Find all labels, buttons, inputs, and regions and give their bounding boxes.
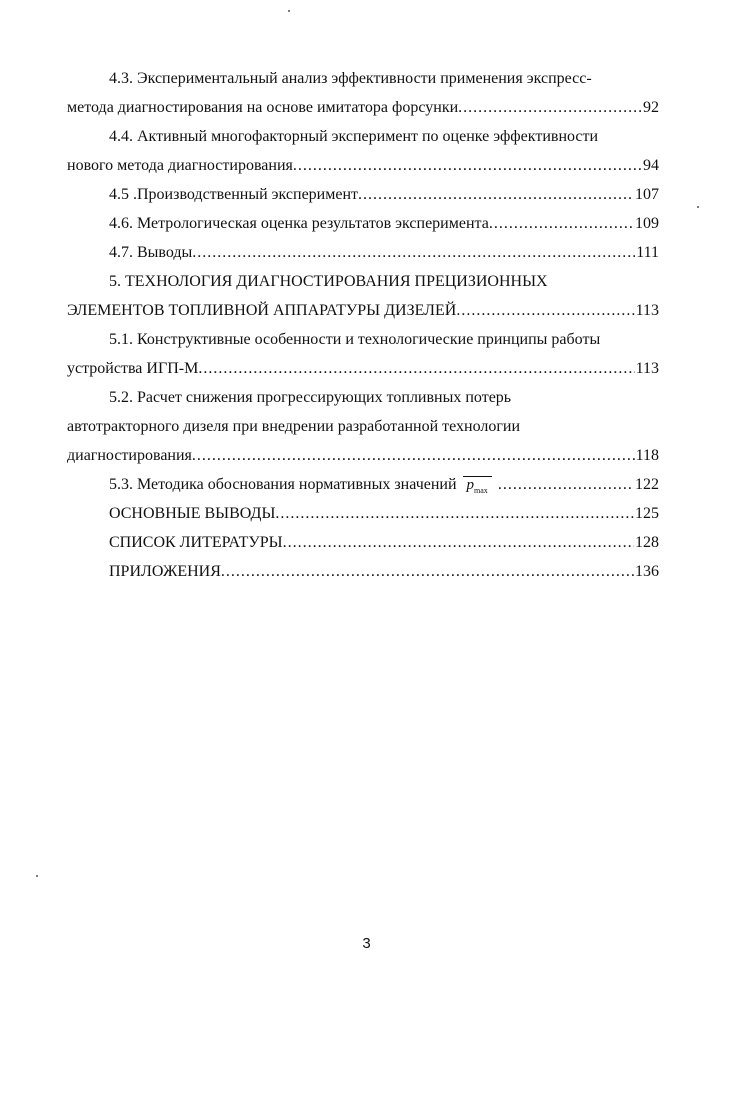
toc-entry-text: ЭЛЕМЕНТОВ ТОПЛИВНОЙ АППАРАТУРЫ ДИЗЕЛЕЙ <box>67 302 457 319</box>
toc-entry-text: ПРИЛОЖЕНИЯ <box>109 563 221 580</box>
toc-entry-4-4-line-1 <box>67 122 659 151</box>
scan-speck <box>36 875 38 877</box>
toc-entry-text: 4.7. Выводы <box>109 244 193 261</box>
toc-entry-references <box>67 528 659 557</box>
dot-leader <box>489 209 634 238</box>
toc-entry-4-3-line-2 <box>67 93 659 122</box>
dot-leader <box>293 151 642 180</box>
toc-entry-4-6 <box>67 209 659 238</box>
toc-entry-text: 5.3. Методика обоснования нормативных значений <box>109 476 457 493</box>
toc-page-number: 128 <box>635 534 659 551</box>
scan-speck <box>288 10 290 12</box>
toc-entry-4-7 <box>67 238 659 267</box>
toc-entry-text: СПИСОК ЛИТЕРАТУРЫ <box>109 534 283 551</box>
toc-entry-text: 4.5 .Производственный эксперимент <box>109 186 359 203</box>
dot-leader <box>192 238 635 267</box>
toc-page-number: 113 <box>635 360 659 377</box>
toc-entry-5-1-line-2 <box>67 354 659 383</box>
dot-leader <box>192 441 635 470</box>
dot-leader <box>275 499 634 528</box>
toc-page-number: 118 <box>635 447 659 464</box>
toc-entry-text: 4.3. Экспериментальный анализ эффективности применения экспресс- <box>109 70 592 87</box>
toc-entry-text: метода диагностирования на основе имитатора форсунки <box>67 99 459 116</box>
toc-entry-text: нового метода диагностирования <box>67 157 293 174</box>
toc-page-number: 136 <box>635 563 659 580</box>
toc-entry-text: 5.2. Расчет снижения прогрессирующих топливных потерь <box>109 389 512 406</box>
toc-entry-text: 4.4. Активный многофакторный эксперимент по оценке эффективности <box>109 128 599 145</box>
p-max-subscript: max <box>474 486 488 495</box>
toc-entry-5-2-line-2 <box>67 412 659 441</box>
dot-leader <box>456 296 634 325</box>
toc-page-number: 125 <box>635 505 659 522</box>
dot-leader <box>458 93 642 122</box>
toc-entry-5-line-2 <box>67 296 659 325</box>
toc-entry-5-3 <box>67 470 659 499</box>
toc-entry-5-2-line-3 <box>67 441 659 470</box>
dot-leader <box>498 470 634 499</box>
toc-entry-conclusions <box>67 499 659 528</box>
scan-speck <box>697 206 699 208</box>
toc-page-number: 113 <box>635 302 659 319</box>
toc-entry-text: 5.1. Конструктивные особенности и технологические принципы работы <box>109 331 601 348</box>
toc-entry-text: устройства ИГП-М <box>67 360 199 377</box>
toc-page-number: 109 <box>635 215 659 232</box>
toc-entry-4-3-line-1 <box>67 64 659 93</box>
dot-leader <box>358 180 634 209</box>
toc-page-number: 122 <box>635 476 659 493</box>
toc-page-number: 92 <box>643 99 659 116</box>
toc-page-number: 107 <box>635 186 659 203</box>
toc-entry-text: диагностирования <box>67 447 192 464</box>
dot-leader <box>221 557 634 586</box>
page-number: 3 <box>362 935 371 952</box>
toc-entry-text: 4.6. Метрологическая оценка результатов эксперимента <box>109 215 489 232</box>
dot-leader <box>283 528 634 557</box>
toc-entry-text: ОСНОВНЫЕ ВЫВОДЫ <box>109 505 276 522</box>
toc-entry-5-line-1 <box>67 267 659 296</box>
toc-entry-text: 5. ТЕХНОЛОГИЯ ДИАГНОСТИРОВАНИЯ ПРЕЦИЗИОННЫХ <box>109 273 548 290</box>
toc-entry-appendices <box>67 557 659 586</box>
table-of-contents <box>67 64 659 586</box>
toc-page-number: 94 <box>643 157 659 174</box>
dot-leader <box>198 354 634 383</box>
toc-entry-5-1-line-1 <box>67 325 659 354</box>
p-max-symbol <box>463 476 492 499</box>
toc-entry-4-4-line-2 <box>67 151 659 180</box>
p-max-base: p <box>466 477 475 493</box>
toc-entry-text: автотракторного дизеля при внедрении разработанной технологии <box>67 418 521 435</box>
toc-entry-4-5 <box>67 180 659 209</box>
toc-page-number: 111 <box>636 244 659 261</box>
toc-entry-5-2-line-1 <box>67 383 659 412</box>
